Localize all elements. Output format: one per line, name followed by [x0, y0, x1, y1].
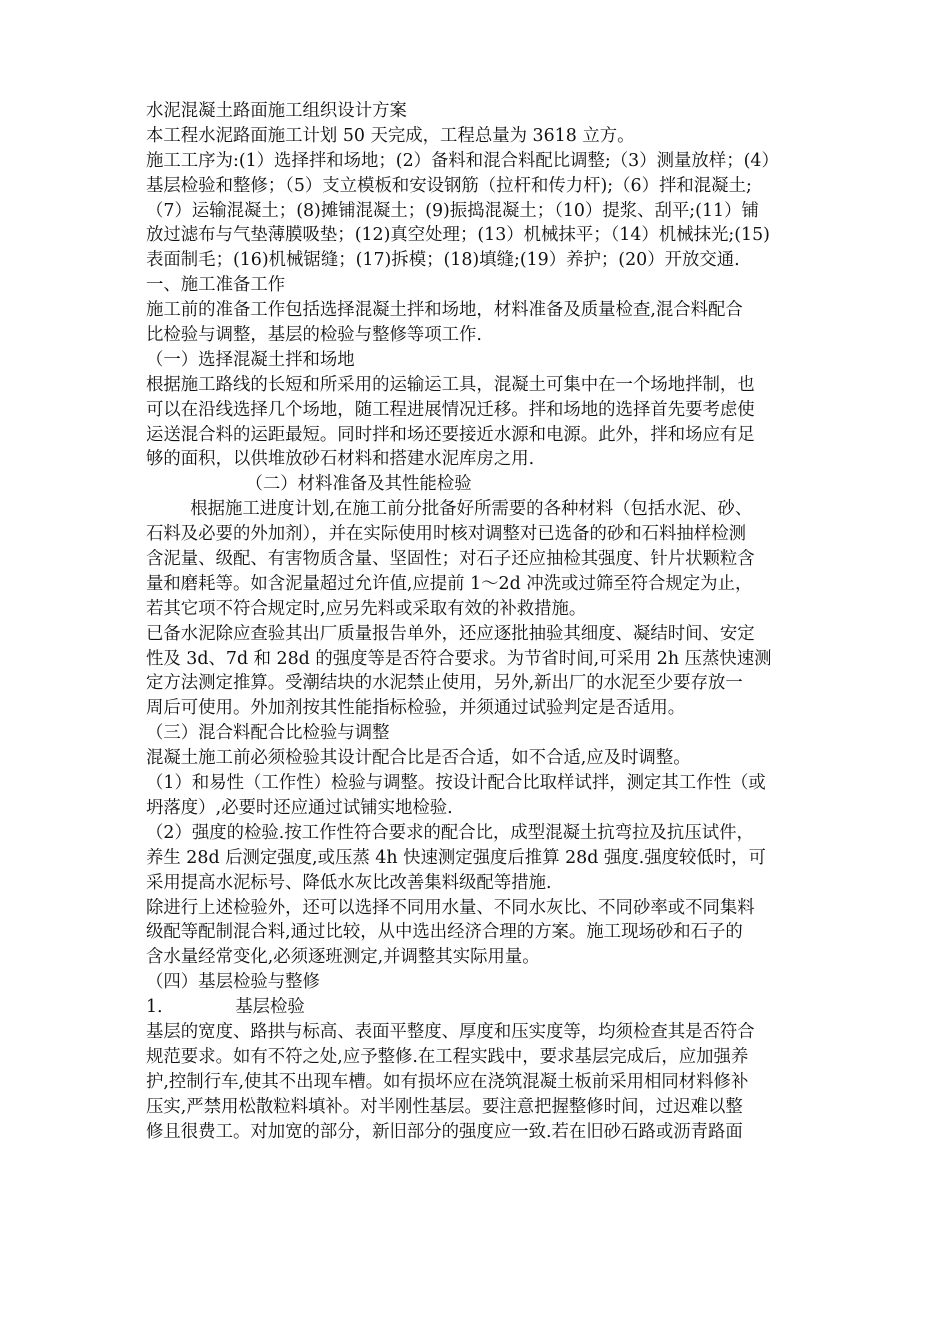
text-line: 压实,严禁用松散粒料填补。对半刚性基层。要注意把握整修时间，过迟难以整	[146, 1096, 743, 1117]
text-line: 除进行上述检验外，还可以选择不同用水量、不同水灰比、不同砂率或不同集料	[146, 897, 755, 918]
text-line: 本工程水泥路面施工计划 50 天完成，工程总量为 3618 立方。	[146, 125, 635, 146]
text-line: （1）和易性（工作性）检验与调整。按设计配合比取样试拌，测定其工作性（或	[146, 773, 766, 794]
text-line: 根据施工进度计划,在施工前分批备好所需要的各种材料（包括水泥、砂、	[146, 499, 753, 520]
document-body	[146, 99, 816, 1144]
text-line: 施工工序为:(1）选择拌和场地；(2）备料和混合料配比调整;（3）测量放样；(4）	[146, 150, 779, 171]
text-line: 表面制毛；(16)机械锯缝；(17)拆模；(18)填缝;(19）养护；(20）开放交通.	[146, 250, 740, 271]
text-line: 级配等配制混合料,通过比较，从中选出经济合理的方案。施工现场砂和石子的	[146, 922, 743, 943]
subsection-heading: （一）选择混凝土拌和场地	[146, 349, 355, 370]
section-heading: 一、施工准备工作	[146, 275, 286, 296]
text-line: 石料及必要的外加剂），并在实际使用时核对调整对已选备的砂和石料抽样检测	[146, 524, 746, 545]
text-line: 放过滤布与气垫薄膜吸垫；(12)真空处理；(13）机械抹平；（14）机械抹光;(15)	[146, 225, 770, 246]
text-line: （7）运输混凝土；(8)摊铺混凝土；(9)振捣混凝土；（10）提浆、刮平;(11）铺	[146, 200, 759, 221]
text-line: 规范要求。如有不符之处,应予整修.在工程实践中，要求基层完成后，应加强养	[146, 1046, 749, 1067]
text-line: 含泥量、级配、有害物质含量、坚固性；对石子还应抽检其强度、针片状颗粒含	[146, 549, 755, 570]
text-line: 坍落度）,必要时还应通过试铺实地检验.	[146, 797, 453, 818]
text-line: 若其它项不符合规定时,应另先料或采取有效的补救措施。	[146, 598, 587, 619]
text-line: 养生 28d 后测定强度,或压蒸 4h 快速测定强度后推算 28d 强度.强度较低时，可	[146, 847, 766, 868]
text-line: 含水量经常变化,必须逐班测定,并调整其实际用量。	[146, 947, 540, 968]
subsection-heading: （三）混合料配合比检验与调整	[146, 723, 390, 744]
text-line: 采用提高水泥标号、降低水灰比改善集料级配等措施.	[146, 872, 552, 893]
subsection-heading: （四）基层检验与整修	[146, 972, 320, 993]
text-line: 施工前的准备工作包括选择混凝土拌和场地，材料准备及质量检查,混合料配合	[146, 300, 743, 321]
text-line: 已备水泥除应查验其出厂质量报告单外，还应逐批抽验其细度、凝结时间、安定	[146, 623, 755, 644]
text-line: （2）强度的检验.按工作性符合要求的配合比，成型混凝土抗弯拉及抗压试件，	[146, 822, 754, 843]
text-line: 基层的宽度、路拱与标高、表面平整度、厚度和压实度等，均须检查其是否符合	[146, 1021, 755, 1042]
text-line: 修且很费工。对加宽的部分，新旧部分的强度应一致.若在旧砂石路或沥青路面	[146, 1121, 743, 1142]
numbered-heading: 1． 基层检验	[146, 997, 305, 1018]
subsection-heading: （二）材料准备及其性能检验	[146, 474, 472, 495]
document-title: 水泥混凝土路面施工组织设计方案	[146, 101, 407, 121]
text-line: 运送混合料的运距最短。同时拌和场还要接近水源和电源。此外，拌和场应有足	[146, 424, 755, 445]
text-line: 护,控制行车,使其不出现车槽。如有损坏应在浇筑混凝土板前采用相同材料修补	[146, 1071, 749, 1092]
text-line: 定方法测定推算。受潮结块的水泥禁止使用，另外,新出厂的水泥至少要存放一	[146, 673, 743, 694]
text-line: 基层检验和整修；（5）支立模板和安设钢筋（拉杆和传力杆);（6）拌和混凝土;	[146, 175, 752, 196]
text-line: 混凝土施工前必须检验其设计配合比是否合适，如不合适,应及时调整。	[146, 748, 691, 769]
text-line: 够的面积，以供堆放砂石材料和搭建水泥库房之用.	[146, 449, 535, 470]
text-line: 性及 3d、7d 和 28d 的强度等是否符合要求。为节省时间,可采用 2h 压蒸快速测	[146, 648, 772, 669]
text-line: 可以在沿线选择几个场地，随工程进展情况迁移。拌和场地的选择首先要考虑使	[146, 399, 755, 420]
text-line: 根据施工路线的长短和所采用的运输运工具，混凝土可集中在一个场地拌制，也	[146, 374, 755, 395]
text-line: 比检验与调整，基层的检验与整修等项工作.	[146, 325, 482, 346]
text-line: 量和磨耗等。如含泥量超过允许值,应提前 1～2d 冲洗或过筛至符合规定为止，	[146, 573, 753, 594]
text-line: 周后可使用。外加剂按其性能指标检验，并须通过试验判定是否适用。	[146, 698, 686, 719]
